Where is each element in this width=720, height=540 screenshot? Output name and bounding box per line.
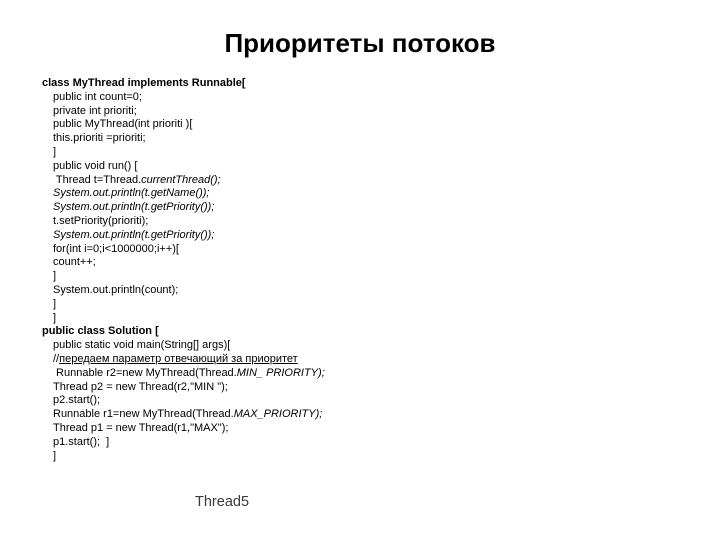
code-line — [42, 422, 325, 436]
code-line — [42, 105, 325, 119]
code-line — [42, 381, 325, 395]
code-line — [42, 243, 325, 257]
code-segment: System.out.println(t.getName()); — [53, 187, 210, 200]
code-segment: // — [53, 352, 60, 365]
code-segment: Thread t=Thread. — [53, 173, 142, 186]
code-line — [42, 325, 325, 339]
code-segment: MIN_ PRIORITY — [236, 366, 319, 379]
code-segment: public void run() [ — [53, 159, 138, 172]
code-segment: ] — [53, 449, 57, 462]
code-line — [42, 312, 325, 326]
code-line — [42, 118, 325, 132]
code-line — [42, 339, 325, 353]
code-segment: Runnable r1=new MyThread(Thread. — [53, 408, 234, 421]
code-line — [42, 146, 325, 160]
slide-title: Приоритеты потоков — [224, 28, 496, 58]
code-segment: ); — [315, 408, 323, 421]
code-line — [42, 353, 325, 367]
code-segment: ] — [53, 145, 57, 158]
page-footer-label: Thread5 — [195, 494, 250, 510]
code-segment: ); — [318, 366, 325, 379]
code-line — [42, 215, 325, 229]
code-line — [42, 132, 325, 146]
code-line — [42, 256, 325, 270]
code-line — [42, 367, 325, 381]
code-line — [42, 394, 325, 408]
code-segment: p1.start(); ] — [53, 435, 110, 448]
code-segment: currentThread(); — [141, 173, 221, 186]
code-segment: p2.start(); — [53, 394, 101, 407]
code-line — [42, 270, 325, 284]
code-line — [42, 174, 325, 188]
code-line — [42, 91, 325, 105]
code-line — [42, 284, 325, 298]
code-segment: передаем параметр отвечающий за приоритет — [59, 352, 298, 365]
code-line — [42, 187, 325, 201]
code-segment: System.out.println(t.getPriority()); — [53, 228, 215, 241]
code-segment: Thread p1 = new Thread(r1,"MAX"); — [53, 421, 229, 434]
code-segment: public int count=0; — [53, 90, 142, 103]
code-segment: Runnable r2=new MyThread(Thread. — [53, 366, 237, 379]
code-segment: private int prioriti; — [53, 104, 137, 117]
code-segment: ] — [53, 270, 57, 283]
code-segment: class MyThread implements Runnable[ — [42, 77, 246, 89]
code-line — [42, 298, 325, 312]
code-line — [42, 436, 325, 450]
code-segment: MAX_PRIORITY — [233, 408, 316, 421]
code-line — [42, 229, 325, 243]
code-block — [42, 77, 325, 463]
code-segment: public MyThread(int prioriti )[ — [53, 118, 193, 131]
code-segment: ] — [53, 297, 57, 310]
code-line — [42, 450, 325, 464]
code-line — [42, 77, 325, 91]
code-segment: t.setPriority(prioriti); — [53, 214, 149, 227]
code-line — [42, 408, 325, 422]
code-segment: for(int i=0;i<1000000;i++)[ — [53, 242, 179, 255]
code-segment: System.out.println(count); — [53, 283, 179, 296]
code-segment: public class Solution [ — [42, 325, 159, 338]
code-segment: public static void main(String[] args)[ — [53, 339, 231, 352]
code-line — [42, 160, 325, 174]
code-segment: this.prioriti =prioriti; — [53, 132, 146, 145]
code-segment: ] — [53, 311, 57, 324]
code-segment: Thread p2 = new Thread(r2,"MIN "); — [53, 380, 228, 393]
code-segment: count++; — [53, 256, 96, 269]
code-segment: System.out.println(t.getPriority()); — [53, 201, 215, 214]
code-line — [42, 201, 325, 215]
